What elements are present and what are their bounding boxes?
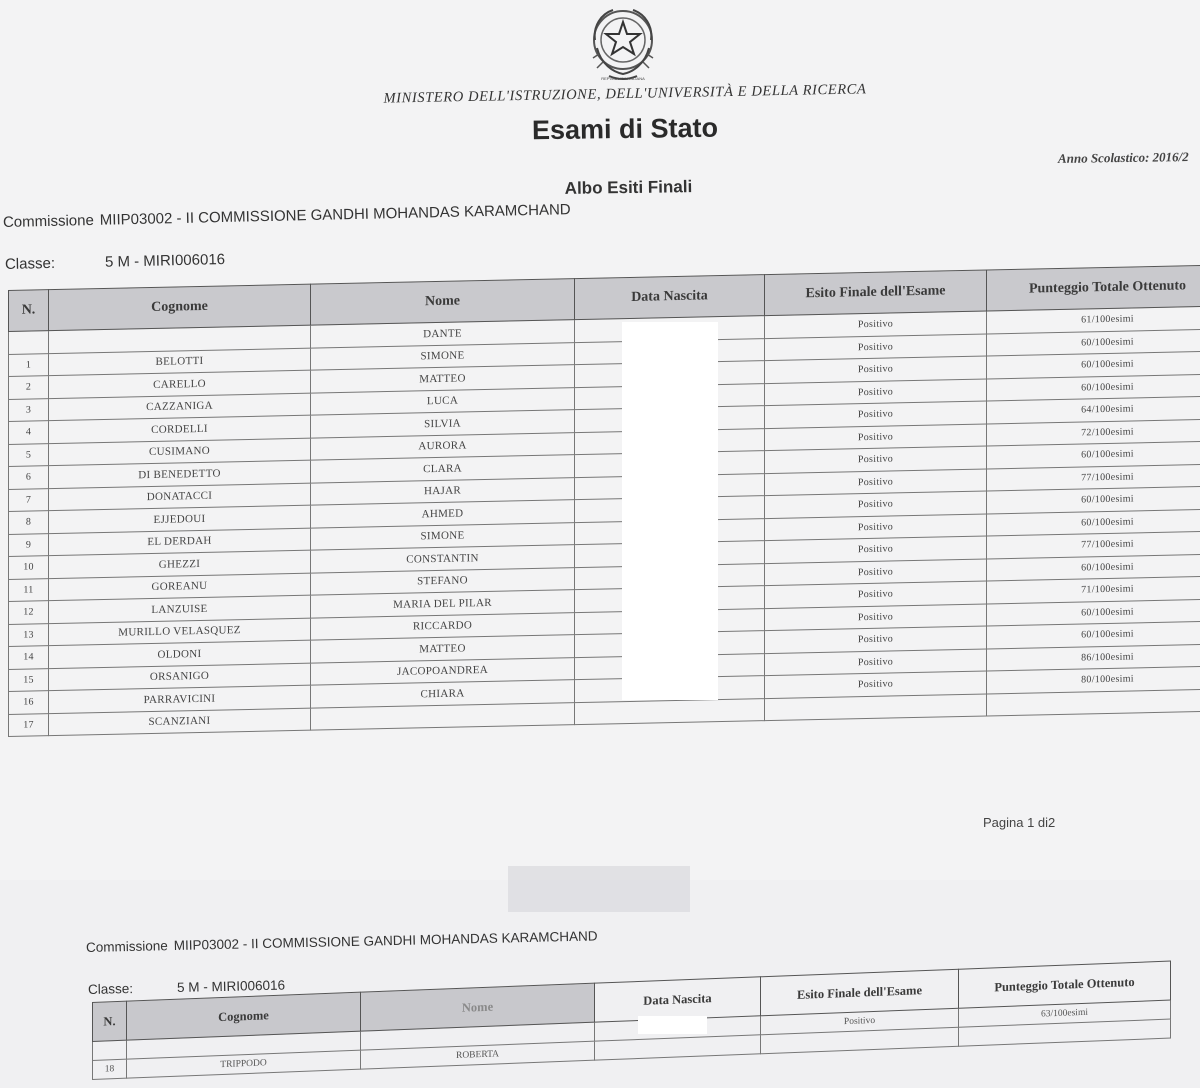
column-header-punteggio: Punteggio Totale Ottenuto: [987, 265, 1200, 311]
cell-cognome: MURILLO VELASQUEZ: [49, 618, 311, 646]
column-header-esito: Esito Finale dell'Esame: [761, 969, 959, 1016]
cell-nome: SIMONE: [311, 522, 575, 550]
cell-esito: Positivo: [765, 379, 987, 406]
commission-label: Commissione: [2, 211, 95, 231]
cell-cognome: PARRAVICINI: [49, 685, 311, 713]
cell-punteggio: 60/100esimi: [987, 553, 1200, 581]
results-table-body: [9, 306, 1200, 737]
cell-esito: Positivo: [765, 626, 987, 653]
column-header-data-nascita: Data Nascita: [595, 977, 761, 1022]
cell-number: 6: [9, 466, 49, 489]
cell-number: 17: [9, 713, 49, 736]
class-label: Classe:: [4, 254, 56, 273]
cell-esito: Positivo: [765, 424, 987, 451]
cell-punteggio: 61/100esimi: [987, 306, 1200, 334]
cell-data-nascita: [575, 698, 765, 724]
cell-number: 9: [9, 533, 49, 556]
cell-esito: Positivo: [765, 514, 987, 541]
class-label: Classe:: [87, 980, 134, 997]
cell-nome: STEFANO: [311, 567, 575, 595]
cell-number: 1: [9, 353, 49, 376]
cell-punteggio: 60/100esimi: [987, 373, 1200, 401]
cell-esito: Positivo: [765, 401, 987, 428]
cell-punteggio: 63/100esimi: [959, 1000, 1171, 1027]
cell-number: 10: [9, 556, 49, 579]
cell-nome: HAJAR: [311, 477, 575, 505]
cell-cognome: EJJEDOUI: [49, 505, 311, 533]
svg-text:REPVBBLICA ITALIANA: REPVBBLICA ITALIANA: [601, 76, 645, 81]
cell-punteggio: 72/100esimi: [987, 418, 1200, 446]
cell-punteggio: 60/100esimi: [987, 621, 1200, 649]
cell-nome: DANTE: [311, 320, 575, 348]
cell-number: 7: [9, 488, 49, 511]
cell-number: 14: [9, 646, 49, 669]
cell-cognome: SCANZIANI: [49, 708, 311, 736]
results-table: [8, 264, 1200, 737]
cell-punteggio: 77/100esimi: [987, 463, 1200, 491]
cell-nome: MATTEO: [311, 365, 575, 393]
redaction-block: [638, 1016, 707, 1034]
cell-punteggio: 60/100esimi: [987, 508, 1200, 536]
cell-nome: JACOPOANDREA: [311, 657, 575, 685]
cell-nome: [311, 702, 575, 730]
cell-cognome: CORDELLI: [49, 415, 311, 443]
commission-line: [3, 201, 571, 231]
cell-cognome: LANZUISE: [49, 595, 311, 623]
cell-number: 15: [9, 668, 49, 691]
cell-number: 16: [9, 691, 49, 714]
cell-nome: MARIA DEL PILAR: [311, 590, 575, 618]
cell-cognome: EL DERDAH: [49, 528, 311, 556]
cell-nome: CLARA: [311, 455, 575, 483]
commission-value: MIIP03002 - II COMMISSIONE GANDHI MOHANDAS KARAMCHAND: [173, 928, 598, 954]
cell-punteggio: 60/100esimi: [987, 598, 1200, 626]
cell-punteggio: 64/100esimi: [987, 396, 1200, 424]
cell-esito: [765, 694, 987, 721]
cell-nome: CONSTANTIN: [311, 545, 575, 573]
cell-punteggio: 86/100esimi: [987, 643, 1200, 671]
class-line: [5, 251, 225, 273]
class-value: 5 M - MIRI006016: [176, 977, 286, 995]
cell-cognome: GOREANU: [49, 573, 311, 601]
cell-esito: Positivo: [765, 671, 987, 698]
cell-cognome: BELOTTI: [49, 348, 311, 376]
column-header-data-nascita: Data Nascita: [575, 275, 765, 320]
commission-label: Commissione: [85, 938, 168, 955]
cell-esito: Positivo: [761, 1008, 959, 1035]
column-header-n: N.: [9, 290, 49, 332]
cell-number: 13: [9, 623, 49, 646]
cell-number: 18: [93, 1059, 127, 1079]
cell-esito: Positivo: [765, 311, 987, 338]
cell-esito: Positivo: [765, 559, 987, 586]
cell-nome: MATTEO: [311, 635, 575, 663]
cell-esito: Positivo: [765, 334, 987, 361]
cell-cognome: CARELLO: [49, 370, 311, 398]
redaction-block: [622, 322, 718, 700]
cell-nome: AURORA: [311, 432, 575, 460]
ministry-heading: MINISTERO DELL'ISTRUZIONE, DELL'UNIVERSITÀ E DELLA RICERCA: [383, 81, 867, 107]
cell-punteggio: 71/100esimi: [987, 576, 1200, 604]
cell-punteggio: 60/100esimi: [987, 441, 1200, 469]
cell-number: 4: [9, 421, 49, 444]
page-number: Pagina 1 di2: [983, 815, 1056, 830]
cell-number: 12: [9, 601, 49, 624]
cell-punteggio: [987, 688, 1200, 716]
cell-cognome: OLDONI: [49, 640, 311, 668]
cell-esito: Positivo: [765, 536, 987, 563]
cell-nome: AHMED: [311, 500, 575, 528]
column-header-punteggio: Punteggio Totale Ottenuto: [959, 961, 1171, 1008]
column-header-esito: Esito Finale dell'Esame: [765, 270, 987, 316]
cell-number: [93, 1040, 127, 1060]
page-subtitle: Albo Esiti Finali: [564, 177, 693, 198]
column-header-cognome: Cognome: [49, 284, 311, 330]
cell-cognome: ORSANIGO: [49, 663, 311, 691]
page-title: Esami di Stato: [531, 112, 719, 146]
column-header-n: N.: [93, 1001, 127, 1041]
cell-number: 3: [9, 398, 49, 421]
cell-number: 5: [9, 443, 49, 466]
cell-nome: LUCA: [311, 387, 575, 415]
column-header-nome: Nome: [361, 983, 595, 1031]
cell-cognome: DONATACCI: [49, 483, 311, 511]
cell-punteggio: 60/100esimi: [987, 328, 1200, 356]
cell-esito: Positivo: [765, 581, 987, 608]
column-header-cognome: Cognome: [127, 992, 361, 1040]
cell-esito: Positivo: [765, 604, 987, 631]
cell-cognome: CAZZANIGA: [49, 393, 311, 421]
cell-nome: SIMONE: [311, 342, 575, 370]
cell-punteggio: 80/100esimi: [987, 666, 1200, 694]
cell-nome: CHIARA: [311, 680, 575, 708]
column-header-nome: Nome: [311, 279, 575, 326]
cell-nome: RICCARDO: [311, 612, 575, 640]
cell-nome: SILVIA: [311, 410, 575, 438]
cell-cognome: CUSIMANO: [49, 438, 311, 466]
cell-punteggio: 77/100esimi: [987, 531, 1200, 559]
class-value: 5 M - MIRI006016: [104, 251, 226, 271]
cell-number: [9, 331, 49, 354]
cell-esito: Positivo: [765, 469, 987, 496]
cell-esito: Positivo: [765, 491, 987, 518]
results-table-container: [8, 265, 1200, 737]
cell-number: 8: [9, 511, 49, 534]
school-year-label: Anno Scolastico: 2016/2: [1057, 149, 1189, 166]
cell-esito: Positivo: [765, 649, 987, 676]
cell-cognome: TRIPPODO: [127, 1050, 361, 1078]
cell-nome: ROBERTA: [361, 1041, 595, 1069]
cell-esito: Positivo: [765, 446, 987, 473]
cell-cognome: DI BENEDETTO: [49, 460, 311, 488]
cell-punteggio: 60/100esimi: [987, 486, 1200, 514]
cell-esito: Positivo: [765, 356, 987, 383]
tape-strip: [508, 866, 690, 912]
commission-value: MIIP03002 - II COMMISSIONE GANDHI MOHANDAS KARAMCHAND: [99, 201, 571, 229]
italian-republic-emblem-icon: [585, 4, 661, 82]
cell-cognome: GHEZZI: [49, 550, 311, 578]
cell-number: 11: [9, 578, 49, 601]
cell-punteggio: 60/100esimi: [987, 351, 1200, 379]
cell-number: 2: [9, 376, 49, 399]
